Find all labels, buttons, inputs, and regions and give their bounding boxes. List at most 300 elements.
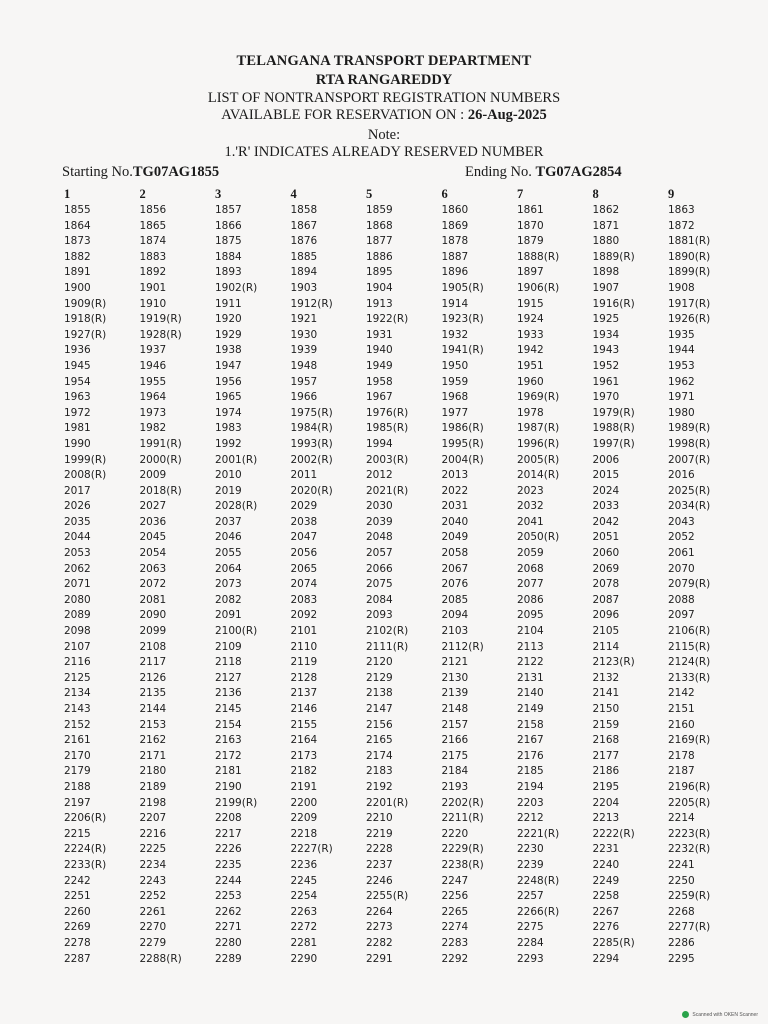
table-cell: 1889(R) (592, 250, 635, 263)
table-cell: 2143 (64, 703, 91, 715)
registration-number-table (60, 186, 740, 967)
table-cell: 2266(R) (517, 905, 560, 918)
table-cell: 2117 (139, 656, 167, 669)
table-cell: 2290 (290, 952, 318, 965)
table-cell: 1926(R) (668, 313, 711, 326)
table-row (60, 686, 740, 702)
table-row (60, 281, 740, 297)
table-cell: 2275 (517, 921, 544, 934)
table-cell: 2293 (517, 952, 544, 965)
table-cell: 1925 (592, 313, 620, 326)
table-cell: 2161 (64, 734, 91, 747)
table-row (60, 702, 740, 718)
table-cell: 2033 (592, 500, 620, 513)
table-cell: 2288(R) (139, 952, 182, 965)
table-cell: 2256 (441, 890, 469, 903)
table-cell: 2046 (215, 531, 242, 544)
table-cell: 2282 (366, 936, 393, 949)
table-cell: 2055 (215, 547, 242, 560)
table-cell: 2257 (517, 890, 544, 903)
table-row (60, 593, 740, 609)
table-cell: 2126 (139, 671, 167, 684)
table-cell: 2133(R) (668, 671, 711, 684)
table-cell: 2177 (592, 749, 620, 762)
table-cell: 2114 (592, 640, 620, 653)
table-cell: 2034(R) (668, 500, 711, 513)
table-cell: 2295 (668, 952, 695, 965)
table-cell: 2053 (64, 547, 91, 560)
table-cell: 2173 (290, 749, 318, 762)
table-cell: 1870 (517, 219, 544, 232)
table-cell: 1865 (139, 219, 167, 232)
column-header-3: 3 (215, 187, 222, 201)
table-cell: 2244 (215, 874, 242, 887)
table-cell: 2017 (64, 484, 91, 497)
column-header-6: 6 (441, 187, 448, 201)
table-cell: 2172 (215, 749, 242, 762)
table-body (60, 203, 740, 967)
table-cell: 2221(R) (517, 827, 560, 840)
table-cell: 2014(R) (517, 469, 560, 482)
table-cell: 2149 (517, 703, 544, 715)
table-cell: 1921 (290, 313, 318, 326)
department-title: TELANGANA TRANSPORT DEPARTMENT (236, 53, 532, 69)
table-cell: 1900 (64, 281, 91, 294)
watermark-text: Scanned with OKEN Scanner (692, 1011, 758, 1018)
table-cell: 1958 (366, 375, 393, 388)
table-cell: 1973 (139, 406, 167, 419)
table-cell: 1980 (668, 406, 695, 419)
table-cell: 2130 (441, 671, 469, 684)
table-cell: 2211(R) (441, 812, 484, 825)
table-cell: 2138 (366, 687, 393, 700)
table-cell: 2076 (441, 578, 469, 591)
table-row (60, 312, 740, 328)
table-cell: 1885 (290, 250, 318, 263)
table-cell: 2064 (215, 562, 242, 575)
table-cell: 1987(R) (517, 422, 560, 435)
table-cell: 2219 (366, 827, 393, 840)
table-cell: 2251 (64, 890, 91, 903)
table-cell: 2248(R) (517, 874, 560, 887)
table-cell: 2066 (366, 562, 393, 575)
table-cell: 2073 (215, 578, 242, 591)
table-cell: 1902(R) (215, 281, 258, 294)
table-cell: 2098 (64, 625, 91, 638)
table-cell: 1945 (64, 359, 91, 372)
table-row (60, 297, 740, 313)
table-cell: 1969(R) (517, 391, 560, 404)
table-cell: 2228 (366, 843, 393, 856)
table-row (60, 640, 740, 656)
table-cell: 2070 (668, 562, 695, 575)
table-cell: 2289 (215, 952, 242, 965)
table-cell: 2197 (64, 796, 91, 809)
table-cell: 2279 (139, 936, 167, 949)
table-cell: 1904 (366, 281, 393, 294)
table-cell: 2100(R) (215, 625, 258, 638)
availability-date: 26-Aug-2025 (467, 107, 547, 123)
table-cell: 1916(R) (592, 297, 635, 310)
table-cell: 2052 (668, 531, 695, 544)
table-cell: 1920 (215, 313, 242, 326)
table-cell: 2278 (64, 936, 91, 949)
table-cell: 1882 (64, 250, 91, 263)
table-cell: 2276 (592, 921, 620, 934)
table-cell: 2108 (139, 640, 167, 653)
table-cell: 2237 (366, 858, 393, 871)
table-cell: 1903 (290, 281, 318, 294)
table-cell: 1949 (366, 359, 393, 372)
table-cell: 2207 (139, 812, 167, 825)
table-cell: 1978 (517, 406, 544, 419)
table-cell: 2104 (517, 625, 544, 638)
table-cell: 1991(R) (139, 437, 182, 450)
table-cell: 2131 (517, 671, 544, 684)
table-cell: 2105 (592, 625, 620, 638)
table-cell: 2118 (215, 656, 242, 669)
table-cell: 2125 (64, 671, 91, 684)
table-cell: 2005(R) (517, 453, 560, 466)
table-cell: 1868 (366, 219, 393, 232)
table-cell: 2209 (290, 812, 318, 825)
table-row (60, 546, 740, 562)
table-cell: 1914 (441, 297, 469, 310)
table-cell: 2121 (441, 656, 469, 669)
table-cell: 2038 (290, 515, 318, 528)
table-cell: 2049 (441, 531, 469, 544)
table-cell: 2057 (366, 547, 393, 560)
table-cell: 2135 (139, 687, 167, 700)
table-cell: 2157 (441, 718, 469, 731)
table-cell: 2001(R) (215, 453, 258, 466)
table-row (60, 905, 740, 921)
table-cell: 1951 (517, 359, 544, 372)
table-cell: 2181 (215, 765, 242, 778)
table-cell: 2092 (290, 609, 318, 622)
table-cell: 2093 (366, 609, 393, 622)
table-cell: 2078 (592, 578, 620, 591)
table-cell: 1964 (139, 391, 167, 404)
table-cell: 2112(R) (441, 640, 484, 653)
table-row (60, 453, 740, 469)
table-cell: 2170 (64, 749, 91, 762)
table-cell: 2060 (592, 547, 620, 560)
table-cell: 2180 (139, 765, 167, 778)
table-cell: 2175 (441, 749, 469, 762)
table-cell: 2128 (290, 671, 318, 684)
table-cell: 2183 (366, 765, 393, 778)
table-cell: 1985(R) (366, 422, 409, 435)
table-cell: 2260 (64, 905, 91, 918)
table-cell: 2080 (64, 593, 91, 606)
table-cell: 2160 (668, 718, 695, 731)
table-cell: 2089 (64, 609, 91, 622)
table-cell: 2077 (517, 578, 544, 591)
table-cell: 2215 (64, 827, 91, 840)
table-cell: 2167 (517, 734, 544, 747)
table-cell: 1892 (139, 266, 167, 279)
table-cell: 2107 (64, 640, 91, 653)
starting-number (62, 164, 219, 181)
table-cell: 1986(R) (441, 422, 484, 435)
table-cell: 2267 (592, 905, 620, 918)
table-cell: 2208 (215, 812, 242, 825)
table-cell: 1952 (592, 359, 620, 372)
table-cell: 1941(R) (441, 344, 484, 357)
table-cell: 2250 (668, 874, 695, 887)
table-cell: 2258 (592, 890, 620, 903)
table-cell: 2084 (366, 593, 393, 606)
table-row (60, 733, 740, 749)
table-cell: 2241 (668, 858, 695, 871)
table-cell: 1893 (215, 266, 242, 279)
table-cell: 1907 (592, 281, 620, 294)
table-cell: 2286 (668, 936, 695, 949)
office-title: RTA RANGAREDDY (315, 72, 453, 88)
table-cell: 2151 (668, 703, 695, 715)
table-cell: 1933 (517, 328, 544, 341)
table-cell: 1895 (366, 266, 393, 279)
table-row (60, 624, 740, 640)
table-cell: 1953 (668, 359, 695, 372)
table-cell: 2169(R) (668, 734, 711, 747)
table-cell: 1877 (366, 235, 393, 248)
table-row (60, 437, 740, 453)
table-cell: 2291 (366, 952, 393, 965)
table-cell: 1890(R) (668, 250, 711, 263)
table-cell: 2202(R) (441, 796, 484, 809)
table-cell: 2124(R) (668, 656, 711, 669)
table-cell: 1886 (366, 250, 393, 263)
table-cell: 1861 (517, 204, 544, 216)
table-cell: 1888(R) (517, 250, 560, 263)
table-row (60, 749, 740, 765)
table-cell: 1957 (290, 375, 318, 388)
table-row (60, 655, 740, 671)
table-cell: 2190 (215, 780, 242, 793)
table-cell: 2036 (139, 515, 167, 528)
table-cell: 2235 (215, 858, 242, 871)
table-cell: 1912(R) (290, 297, 333, 310)
table-cell: 2261 (139, 905, 167, 918)
table-cell: 1944 (668, 344, 695, 357)
table-cell: 1860 (441, 204, 469, 216)
table-cell: 2268 (668, 905, 695, 918)
table-cell: 2200 (290, 796, 318, 809)
table-cell: 2203 (517, 796, 544, 809)
table-row (60, 406, 740, 422)
table-cell: 2075 (366, 578, 393, 591)
column-header-2: 2 (139, 187, 146, 201)
table-row (60, 920, 740, 936)
table-cell: 2204 (592, 796, 620, 809)
table-cell: 1974 (215, 406, 242, 419)
table-cell: 1880 (592, 235, 620, 248)
table-cell: 2218 (290, 827, 318, 840)
table-cell: 2281 (290, 936, 318, 949)
table-cell: 2224(R) (64, 843, 107, 856)
table-cell: 2007(R) (668, 453, 711, 466)
table-cell: 2230 (517, 843, 544, 856)
table-cell: 2059 (517, 547, 544, 560)
table-cell: 2139 (441, 687, 469, 700)
table-cell: 2294 (592, 952, 620, 965)
table-cell: 1930 (290, 328, 318, 341)
table-cell: 2027 (139, 500, 167, 513)
table-cell: 2277(R) (668, 921, 711, 934)
table-cell: 2176 (517, 749, 544, 762)
starting-number-label: Starting No. (62, 164, 133, 180)
table-cell: 2021(R) (366, 484, 409, 497)
table-cell: 1966 (290, 391, 318, 404)
table-cell: 2129 (366, 671, 393, 684)
table-cell: 1862 (592, 204, 620, 216)
column-header-4: 4 (290, 187, 297, 201)
table-cell: 2255(R) (366, 890, 409, 903)
table-cell: 1989(R) (668, 422, 711, 435)
table-cell: 2109 (215, 640, 242, 653)
table-header-row (60, 186, 740, 203)
table-cell: 2037 (215, 515, 242, 528)
table-cell: 2145 (215, 703, 242, 715)
table-cell: 2198 (139, 796, 167, 809)
table-cell: 2249 (592, 874, 620, 887)
table-cell: 1979(R) (592, 406, 635, 419)
table-row (60, 343, 740, 359)
table-cell: 1887 (441, 250, 469, 263)
table-row (60, 780, 740, 796)
table-cell: 1909(R) (64, 297, 107, 310)
table-cell: 2243 (139, 874, 167, 887)
table-cell: 1855 (64, 204, 91, 216)
table-cell: 2090 (139, 609, 167, 622)
table-cell: 2189 (139, 780, 167, 793)
table-cell: 2196(R) (668, 780, 711, 793)
table-cell: 2192 (366, 780, 393, 793)
table-cell: 2213 (592, 812, 620, 825)
table-cell: 2271 (215, 921, 242, 934)
table-cell: 2096 (592, 609, 620, 622)
table-cell: 1961 (592, 375, 620, 388)
table-cell: 2067 (441, 562, 469, 575)
ending-number (465, 164, 622, 181)
table-cell: 1913 (366, 297, 393, 310)
table-cell: 1999(R) (64, 453, 107, 466)
table-row (60, 952, 740, 968)
table-cell: 1965 (215, 391, 242, 404)
table-cell: 1857 (215, 204, 242, 216)
table-cell: 2029 (290, 500, 318, 513)
table-cell: 2113 (517, 640, 544, 653)
table-cell: 2283 (441, 936, 469, 949)
table-cell: 2039 (366, 515, 393, 528)
table-cell: 1871 (592, 219, 620, 232)
table-cell: 1976(R) (366, 406, 409, 419)
table-cell: 2287 (64, 952, 91, 965)
table-cell: 1981 (64, 422, 91, 435)
table-cell: 2146 (290, 703, 318, 715)
table-cell: 2069 (592, 562, 620, 575)
table-cell: 2280 (215, 936, 242, 949)
table-cell: 1993(R) (290, 437, 333, 450)
ending-number-value: TG07AG2854 (535, 164, 622, 180)
table-cell: 2030 (366, 500, 393, 513)
table-cell: 2254 (290, 890, 318, 903)
table-cell: 2025(R) (668, 484, 711, 497)
table-cell: 2274 (441, 921, 469, 934)
availability-line (0, 107, 768, 124)
table-cell: 2141 (592, 687, 620, 700)
table-row (60, 889, 740, 905)
table-cell: 2194 (517, 780, 544, 793)
table-cell: 2043 (668, 515, 695, 528)
table-cell: 2140 (517, 687, 544, 700)
table-cell: 2217 (215, 827, 242, 840)
table-cell: 2132 (592, 671, 620, 684)
table-cell: 2086 (517, 593, 544, 606)
table-cell: 1864 (64, 219, 91, 232)
table-cell: 2079(R) (668, 578, 711, 591)
table-row (60, 499, 740, 515)
table-cell: 1940 (366, 344, 393, 357)
table-cell: 1858 (290, 204, 318, 216)
table-cell: 1971 (668, 391, 695, 404)
table-cell: 2285(R) (592, 936, 635, 949)
table-cell: 1948 (290, 359, 318, 372)
table-cell: 1946 (139, 359, 167, 372)
table-cell: 2225 (139, 843, 167, 856)
table-cell: 2246 (366, 874, 393, 887)
table-cell: 2174 (366, 749, 393, 762)
table-cell: 2164 (290, 734, 318, 747)
table-cell: 1906(R) (517, 281, 560, 294)
table-cell: 2018(R) (139, 484, 182, 497)
table-row (60, 375, 740, 391)
table-cell: 2040 (441, 515, 469, 528)
table-cell: 2044 (64, 531, 91, 544)
table-cell: 2265 (441, 905, 469, 918)
table-cell: 2240 (592, 858, 620, 871)
table-cell: 1990 (64, 437, 91, 450)
table-cell: 1996(R) (517, 437, 560, 450)
table-cell: 2226 (215, 843, 242, 856)
table-cell: 2115(R) (668, 640, 711, 653)
table-cell: 2097 (668, 609, 695, 622)
table-cell: 1910 (139, 297, 167, 310)
column-header-1: 1 (64, 187, 71, 201)
table-cell: 2269 (64, 921, 91, 934)
table-row (60, 796, 740, 812)
table-row (60, 874, 740, 890)
table-cell: 2214 (668, 812, 695, 825)
table-cell: 2263 (290, 905, 318, 918)
table-cell: 1884 (215, 250, 242, 263)
table-cell: 2026 (64, 500, 91, 513)
table-cell: 2142 (668, 687, 695, 700)
table-cell: 1975(R) (290, 406, 333, 419)
table-cell: 2058 (441, 547, 469, 560)
table-cell: 2150 (592, 703, 620, 715)
table-cell: 2273 (366, 921, 393, 934)
table-cell: 2292 (441, 952, 469, 965)
table-cell: 2095 (517, 609, 544, 622)
table-cell: 2045 (139, 531, 167, 544)
table-row (60, 936, 740, 952)
table-cell: 1918(R) (64, 313, 107, 326)
table-cell: 1867 (290, 219, 318, 232)
table-cell: 2065 (290, 562, 318, 575)
